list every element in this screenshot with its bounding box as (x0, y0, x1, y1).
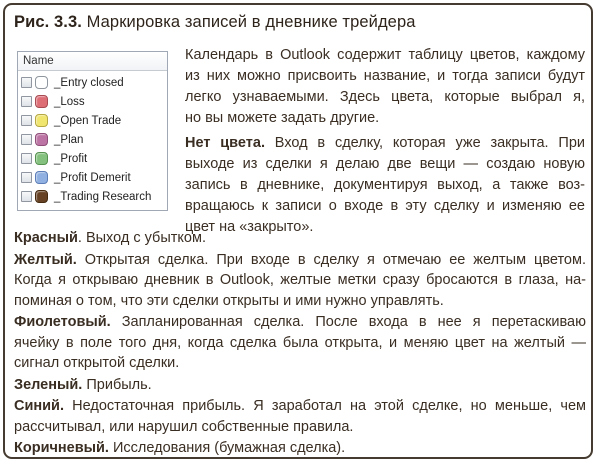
category-label: _Entry closed (54, 76, 124, 89)
section-lead: Коричневый. (14, 440, 109, 456)
text-line: цвет на «закрыто». (185, 219, 314, 235)
red-section (14, 228, 586, 249)
text-line: Желтый. Открытая сделка. При входе в сделку я отмечаю ее желтым цветом. (14, 251, 586, 268)
text-line: Календарь в Outlook содержит таблицу цветов, каждому (185, 47, 585, 63)
intro-column (185, 45, 585, 238)
category-label: _Loss (54, 95, 85, 108)
color-swatch-icon (35, 190, 48, 203)
list-item[interactable] (18, 149, 167, 168)
green-section (14, 375, 586, 396)
section-lead: Фиолетовый. (14, 314, 111, 330)
color-swatch-icon (35, 76, 48, 89)
color-swatch-icon (35, 171, 48, 184)
legend-block (14, 228, 586, 459)
color-swatch-icon (35, 133, 48, 146)
text-line: запись в дневнике, документируя выход, а также воз- (185, 177, 585, 193)
checkbox-icon[interactable] (21, 77, 32, 88)
category-label: _Trading Research (54, 190, 152, 203)
section-lead: Зеленый. (14, 376, 83, 393)
figure-number: Рис. 3.3. (14, 13, 82, 31)
text-line: Зеленый. Прибыль. (14, 376, 152, 393)
yellow-section (14, 250, 586, 312)
text-line: Фиолетовый. Запланированная сделка. После входа в нее я перетаскиваю (14, 314, 586, 330)
list-item[interactable] (18, 187, 167, 206)
no-color-paragraph (185, 133, 585, 238)
section-lead: Желтый. (14, 251, 77, 268)
violet-section (14, 312, 586, 374)
category-label: _Profit Demerit (54, 171, 131, 184)
blue-section (14, 396, 586, 437)
text-line: рассчитывал, или нарушил собственные правила. (14, 418, 354, 435)
text-line: сигнал открытой сделки. (14, 355, 180, 371)
list-item[interactable] (18, 111, 167, 130)
checkbox-icon[interactable] (21, 134, 32, 145)
text-line: Красный. Выход с убытком. (14, 230, 206, 246)
section-lead: Синий. (14, 398, 64, 414)
text-line: Нет цвета. Вход в сделку, которая уже закрыта. При (185, 135, 585, 151)
section-lead: Нет цвета. (185, 135, 265, 151)
checkbox-icon[interactable] (21, 172, 32, 183)
figure-title: Маркировка записей в дневнике трейдера (81, 13, 416, 31)
category-label: _Profit (54, 152, 88, 165)
list-item[interactable] (18, 168, 167, 187)
text-line: выходе из сделки я делаю две вещи — создаю новую (185, 156, 585, 172)
category-label: _Plan (54, 133, 84, 146)
color-swatch-icon (35, 95, 48, 108)
category-rows (18, 71, 167, 206)
list-column-header[interactable]: Name (18, 52, 167, 71)
text-line: легко узнаваемыми. Здесь цвета, которые выбрал я, (185, 89, 585, 105)
figure-caption (14, 13, 416, 32)
list-item[interactable] (18, 130, 167, 149)
brown-section (14, 438, 586, 459)
text-line: поминая о том, что эти сделки открыты и ими нужно управлять. (14, 292, 444, 309)
section-lead: Красный (14, 230, 78, 246)
checkbox-icon[interactable] (21, 115, 32, 126)
text-line: Синий. Недостаточная прибыль. Я заработал на этой сделке, но меньше, чем (14, 398, 586, 414)
text-line: но вы можете задать другие. (185, 110, 380, 126)
text-line: ячейку в поле того дня, когда сделка была открыта, и меняю цвет на желтый — (14, 334, 586, 351)
list-item[interactable] (18, 92, 167, 111)
category-label: _Open Trade (54, 114, 122, 127)
text-line: вращаюсь к записи о входе в эту сделку и изменяю ее (185, 198, 585, 214)
list-item[interactable] (18, 73, 167, 92)
checkbox-icon[interactable] (21, 96, 32, 107)
checkbox-icon[interactable] (21, 153, 32, 164)
text-line: Коричневый. Исследования (бумажная сделка). (14, 440, 346, 456)
text-line: из них можно присвоить название, и тогда записи будут (185, 68, 585, 84)
color-swatch-icon (35, 114, 48, 127)
text-line: Когда я открываю дневник в Outlook, желтые метки сразу бросаются в глаза, на- (14, 272, 586, 288)
color-swatch-icon (35, 152, 48, 165)
category-list-panel (17, 51, 168, 211)
checkbox-icon[interactable] (21, 191, 32, 202)
intro-paragraph (185, 45, 585, 129)
